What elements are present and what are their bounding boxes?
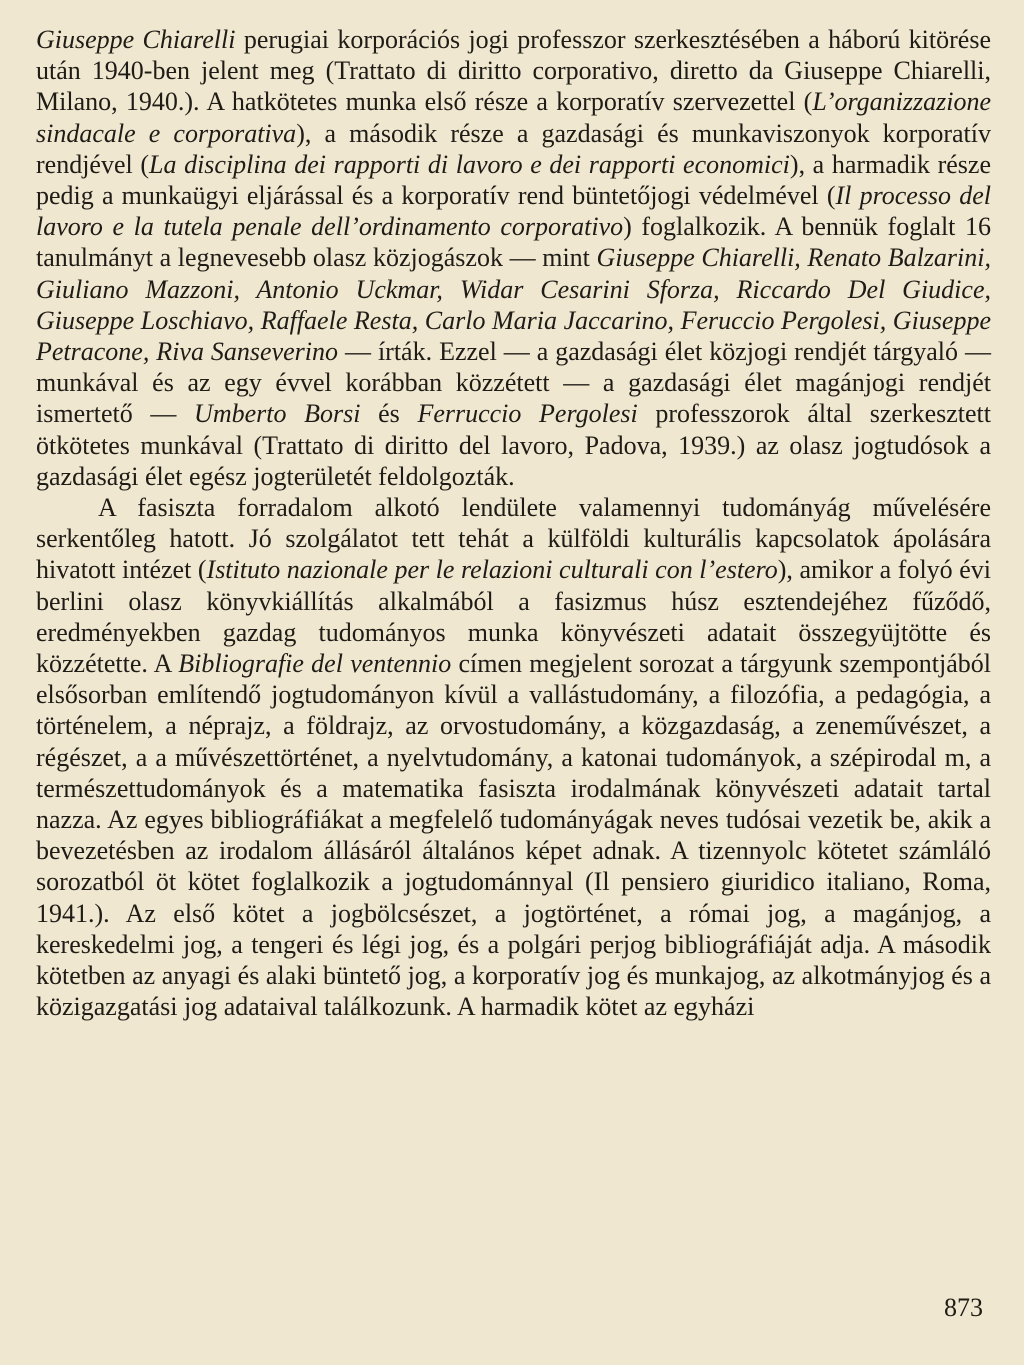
text-run: — írták. Ezzel — a gazdasági élet közjogi rendjét tárgyaló — munkával és az egy évvel korábban közzétett — a gazdasági élet magánjogi rendjét ismertető —	[36, 337, 991, 429]
italic-text: Ferruccio Pergolesi	[417, 399, 638, 429]
italic-text: Istituto nazionale per le relazioni culturali con l’estero	[206, 555, 778, 585]
text-run: professzorok által szerkesztett ötkötetes munkával (Trattato di diritto del lavoro, Padova, 1939.) az olasz jogtudósok a gazdasági élet egész jogterületét feldolgozták.	[36, 399, 991, 491]
text-run: perugiai korporációs jogi professzor szerkesztésében a háború kitörése után 1940-ben jelent meg (Trattato di diritto corporativo, diretto da Giuseppe Chiarelli, Milano, 1940.). A hatkötetes munka első része a korporatív szervezettel (	[36, 25, 991, 117]
text-run: ) foglalkozik. A bennük foglalt 16 tanulmányt a legnevesebb olasz közjogászok — mint	[36, 212, 991, 273]
text-run: ), a második része a gazdasági és munkaviszonyok korporatív rendjével (	[36, 118, 991, 179]
italic-text: L’organizzazione sindacale e corporativa	[36, 87, 991, 148]
italic-text: Umberto Borsi	[194, 399, 361, 429]
body-text	[36, 24, 991, 1023]
text-run: ), a harmadik része pedig a munkaügyi eljárással és a korporatív rend büntetőjogi védelmével (	[36, 149, 992, 211]
text-run: A fasiszta forradalom alkotó lendülete valamennyi tudományág művelésére serkentőleg hatott. Jó szolgálatot tett tehát a külföldi kulturális kapcsolatok ápolására hivatott intézet (	[36, 493, 991, 585]
page-number: 873	[944, 1293, 983, 1322]
italic-text: Giuseppe Chiarelli, Renato Balzarini, Giuliano Mazzoni, Antonio Uckmar, Widar Cesarini Sforza, Riccardo Del Giudice, Giuseppe Loschiavo, Raffaele Resta, Carlo Maria Jaccarino, Feruccio Pergolesi, Giuseppe Petracone, Riva Sanseverino	[36, 243, 992, 367]
paragraph-1	[36, 24, 991, 492]
italic-text: La disciplina dei rapporti di lavoro e dei rapporti economici	[149, 149, 790, 179]
text-run: címen megjelent sorozat a tárgyunk szempontjából elsősorban említendő jogtudományon kívül a vallástudomány, a filozófia, a pedagógia, a történelem, a néprajz, a földrajz, az orvostudomány, a közgazdaság, a zeneművészet, a régészet, a a művészettörténet, a nyelvtudomány, a katonai tudományok, a szépirodal m, a természettudományok és a matematika fasiszta irodalmának könyvészeti adatait tartal nazza. Az egyes bibliográfiákat a megfelelő tudományágak neves tudósai vezetik be, akik a bevezetésben az irodalom állásáról általános képet adnak. A tizennyolc kötetet számláló sorozatból öt kötet foglalkozik a jogtudománnyal (Il pensiero giuridico italiano, Roma, 1941.). Az első kötet a jogbölcsészet, a jogtörténet, a római jog, a magánjog, a kereskedelmi jog, a tengeri és légi jog, és a polgári perjog bibliográfiáját adja. A második kötetben az anyagi és alaki büntető jog, a korporatív jog és munkajog, az alkotmányjog és a közigazgatási jog adataival találkozunk. A harmadik kötet az egyházi	[36, 649, 991, 1022]
text-run: és	[360, 399, 418, 429]
text-run: ), amikor a folyó évi berlini olasz könyvkiállítás alkalmából a fasizmus húsz esztendejéhez fűződő, eredményekben gazdag tudományos munka könyvészeti adatait összegyüjtötte és közzétette. A	[36, 555, 991, 679]
italic-text: Bibliografie del ventennio	[178, 649, 452, 679]
italic-text: Il processo del lavoro e la tutela penale dell’ordinamento corporativo	[36, 181, 992, 242]
paragraph-2	[36, 492, 991, 1022]
italic-text: Giuseppe Chiarelli	[36, 25, 236, 54]
